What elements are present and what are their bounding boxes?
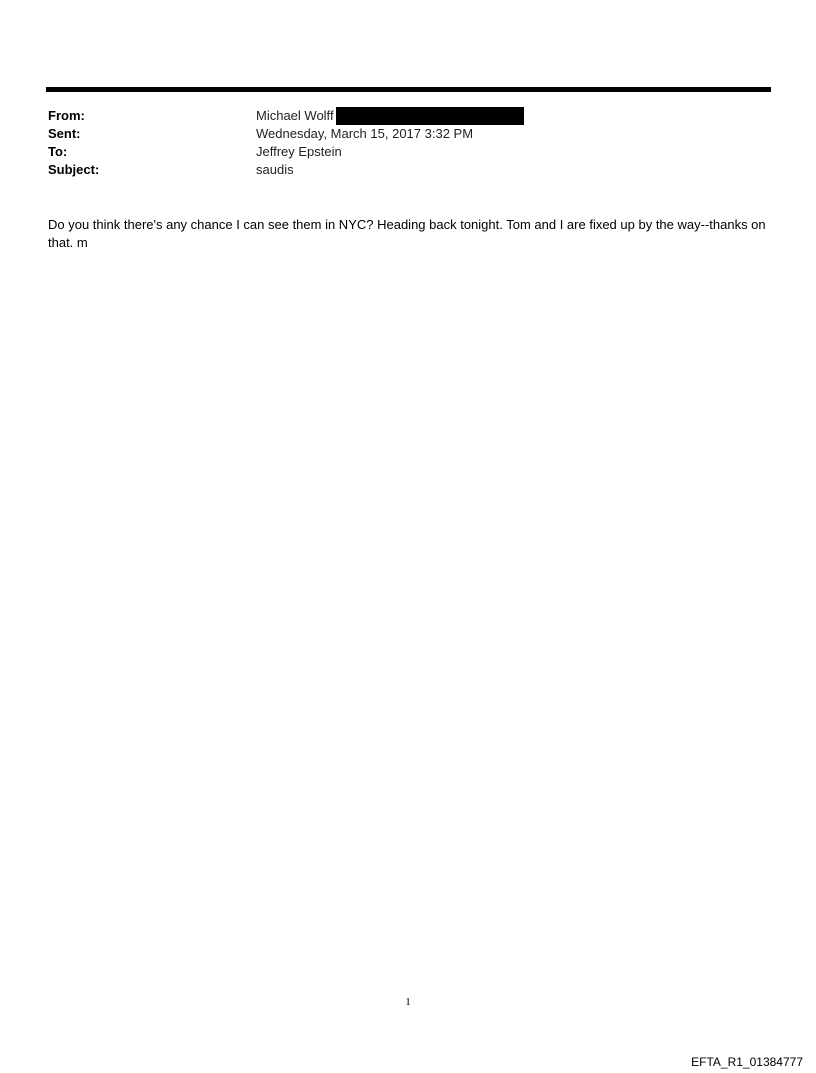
to-label: To: [48,144,68,159]
redaction-block [336,107,524,125]
from-row [48,107,768,125]
from-label: From: [48,108,85,123]
sent-row [48,125,768,143]
sent-label: Sent: [48,126,81,141]
email-header [48,107,768,179]
page-number: 1 [405,996,411,1008]
to-row [48,143,768,161]
document-id: EFTA_R1_01384777 [691,1055,803,1069]
from-value [256,107,524,125]
from-name: Michael Wolff [256,108,334,123]
email-body: Do you think there's any chance I can see them in NYC? Heading back tonight. Tom and I are fixed up by the way--thanks on that. m [48,217,766,250]
to-value: Jeffrey Epstein [256,144,342,159]
subject-row [48,161,768,179]
subject-value: saudis [256,162,294,177]
subject-label: Subject: [48,162,100,177]
header-divider [46,87,771,92]
sent-value: Wednesday, March 15, 2017 3:32 PM [256,126,474,141]
